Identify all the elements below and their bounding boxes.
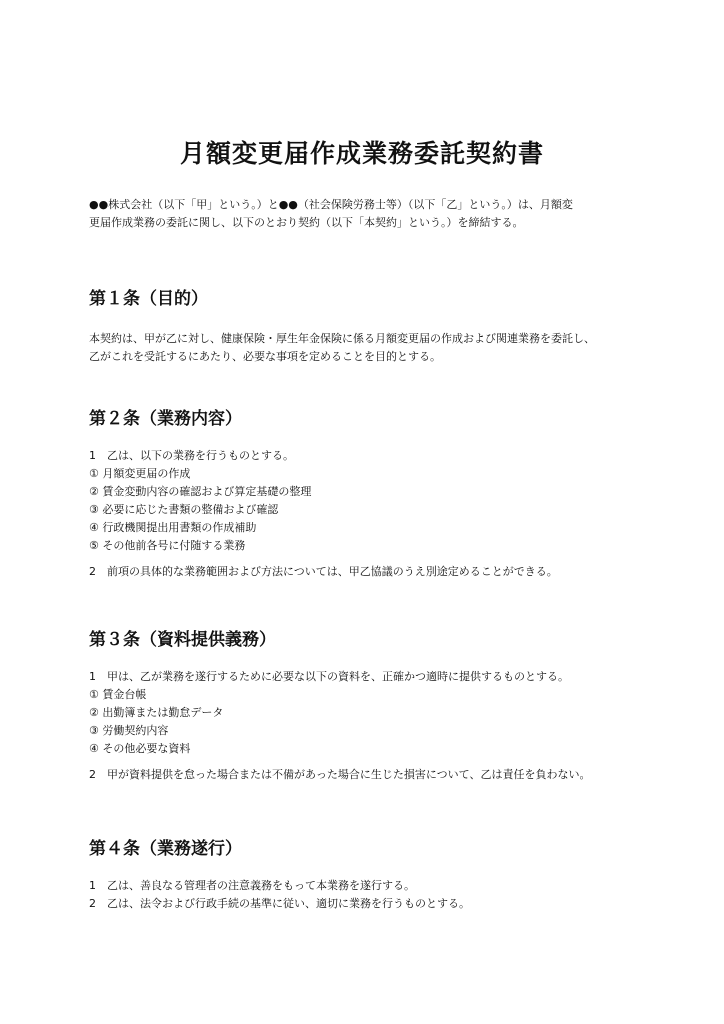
- article-line: 1 甲は、乙が業務を遂行するために必要な以下の資料を、正確かつ適時に提供するものとする。: [89, 670, 569, 683]
- article-line: 乙がこれを受託するにあたり、必要な事項を定めることを目的とする。: [89, 350, 441, 363]
- list-item: ④ その他必要な資料: [89, 742, 191, 755]
- article-heading: 第１条（目的）: [89, 289, 208, 309]
- list-item: ② 賃金変動内容の確認および算定基礎の整理: [89, 485, 312, 498]
- intro-line: ●●株式会社（以下「甲」という。）と●●（社会保険労務士等）（以下「乙」という。）は、月額変: [89, 198, 573, 211]
- intro-paragraph: [89, 196, 649, 232]
- article-line: 2 前項の具体的な業務範囲および方法については、甲乙協議のうえ別途定めることができる。: [89, 565, 558, 578]
- article-line: 2 甲が資料提供を怠った場合または不備があった場合に生じた損害について、乙は責任を負わない。: [89, 768, 591, 781]
- article-line: 本契約は、甲が乙に対し、健康保険・厚生年金保険に係る月額変更届の作成および関連業務を委託し、: [89, 332, 595, 345]
- article-4-execution: [89, 835, 659, 913]
- list-item: ② 出勤簿または勤怠データ: [89, 706, 224, 719]
- list-item: ③ 労働契約内容: [89, 724, 169, 737]
- article-2-scope: [89, 405, 659, 581]
- article-line: 2 乙は、法令および行政手続の基準に従い、適切に業務を行うものとする。: [89, 897, 470, 910]
- article-1-purpose: [89, 285, 659, 366]
- intro-line: 更届作成業務の委託に関し、以下のとおり契約（以下「本契約」という。）を締結する。: [89, 216, 524, 229]
- list-item: ① 月額変更届の作成: [89, 467, 191, 480]
- list-item: ④ 行政機関提出用書類の作成補助: [89, 521, 257, 534]
- article-3-materials: [89, 626, 659, 784]
- article-heading: 第３条（資料提供義務）: [89, 630, 276, 650]
- spacer: [89, 555, 659, 563]
- list-item: ③ 必要に応じた書類の整備および確認: [89, 503, 279, 516]
- list-item: ① 賃金台帳: [89, 688, 147, 701]
- article-heading: 第２条（業務内容）: [89, 409, 242, 429]
- list-item: ⑤ その他前各号に付随する業務: [89, 539, 246, 552]
- article-line: 1 乙は、善良なる管理者の注意義務をもって本業務を遂行する。: [89, 879, 415, 892]
- spacer: [89, 758, 659, 766]
- document-title: 月額変更届作成業務委託契約書: [179, 138, 544, 168]
- article-heading: 第４条（業務遂行）: [89, 839, 242, 859]
- article-line: 1 乙は、以下の業務を行うものとする。: [89, 449, 294, 462]
